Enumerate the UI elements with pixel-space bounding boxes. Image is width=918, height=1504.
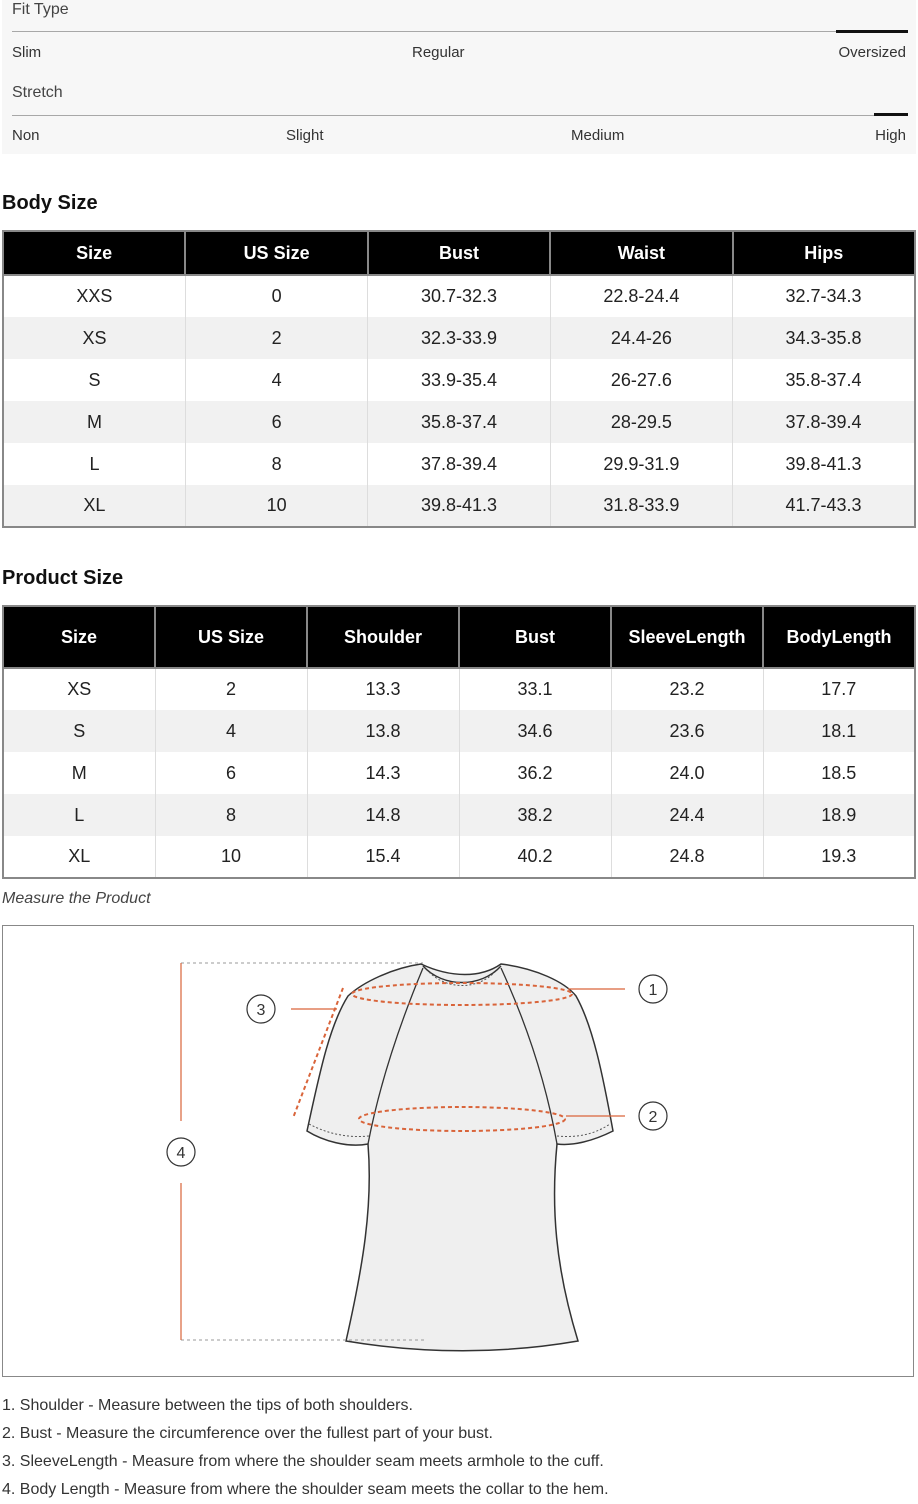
marker-2 <box>639 1102 667 1130</box>
table-cell: 26-27.6 <box>550 359 732 401</box>
table-cell: 35.8-37.4 <box>368 401 550 443</box>
body-size-col-bust: Bust <box>368 231 550 275</box>
table-cell: 4 <box>185 359 367 401</box>
body-size-heading: Body Size <box>2 192 98 214</box>
table-cell: 24.8 <box>611 836 763 878</box>
table-cell: 10 <box>155 836 307 878</box>
table-cell: 2 <box>185 317 367 359</box>
table-cell: 41.7-43.3 <box>733 485 915 527</box>
table-cell: XS <box>3 668 155 710</box>
table-cell: 10 <box>185 485 367 527</box>
measurement-notes <box>2 1392 914 1504</box>
fit-type-label-slim: Slim <box>12 44 42 61</box>
body-size-table <box>2 230 916 528</box>
table-row <box>3 836 915 878</box>
table-cell: 6 <box>185 401 367 443</box>
table-cell: 18.5 <box>763 752 915 794</box>
table-cell: XXS <box>3 275 185 317</box>
table-cell: 24.4-26 <box>550 317 732 359</box>
fit-type-scale-line <box>12 31 908 32</box>
shirt-diagram-svg <box>3 926 913 1376</box>
table-cell: 8 <box>155 794 307 836</box>
table-row <box>3 752 915 794</box>
table-cell: 24.4 <box>611 794 763 836</box>
body-size-col-size: Size <box>3 231 185 275</box>
table-cell: 34.6 <box>459 710 611 752</box>
table-cell: 33.9-35.4 <box>368 359 550 401</box>
table-cell: 6 <box>155 752 307 794</box>
product-size-header-row <box>3 606 915 668</box>
table-row <box>3 317 915 359</box>
stretch-title: Stretch <box>12 84 63 101</box>
product-size-col-body-length: BodyLength <box>763 606 915 668</box>
product-size-col-shoulder: Shoulder <box>307 606 459 668</box>
table-cell: XL <box>3 836 155 878</box>
table-cell: 0 <box>185 275 367 317</box>
table-cell: 18.9 <box>763 794 915 836</box>
table-cell: XL <box>3 485 185 527</box>
table-cell: 32.7-34.3 <box>733 275 915 317</box>
product-size-table <box>2 605 916 879</box>
table-cell: 37.8-39.4 <box>733 401 915 443</box>
stretch-label-slight: Slight <box>286 127 324 144</box>
table-cell: 39.8-41.3 <box>733 443 915 485</box>
marker-4-label: 4 <box>176 1145 186 1162</box>
table-cell: S <box>3 359 185 401</box>
table-cell: 38.2 <box>459 794 611 836</box>
table-cell: M <box>3 401 185 443</box>
product-size-col-bust: Bust <box>459 606 611 668</box>
table-cell: 31.8-33.9 <box>550 485 732 527</box>
table-row <box>3 794 915 836</box>
table-cell: 14.3 <box>307 752 459 794</box>
body-size-col-waist: Waist <box>550 231 732 275</box>
table-cell: 18.1 <box>763 710 915 752</box>
marker-3 <box>247 995 275 1023</box>
table-cell: 8 <box>185 443 367 485</box>
stretch-selected-marker <box>874 113 908 116</box>
table-row <box>3 710 915 752</box>
table-row <box>3 443 915 485</box>
table-cell: 32.3-33.9 <box>368 317 550 359</box>
product-size-heading: Product Size <box>2 567 124 589</box>
product-size-col-sleeve-length: SleeveLength <box>611 606 763 668</box>
table-cell: 24.0 <box>611 752 763 794</box>
table-cell: 17.7 <box>763 668 915 710</box>
note-body-length: 4. Body Length - Measure from where the shoulder seam meets the collar to the hem. <box>2 1481 609 1498</box>
table-cell: 30.7-32.3 <box>368 275 550 317</box>
fit-type-label-oversized: Oversized <box>838 44 906 61</box>
table-cell: 23.2 <box>611 668 763 710</box>
table-cell: 23.6 <box>611 710 763 752</box>
fit-stretch-panel <box>2 0 916 154</box>
table-cell: 29.9-31.9 <box>550 443 732 485</box>
table-row <box>3 668 915 710</box>
table-cell: 19.3 <box>763 836 915 878</box>
note-sleeve-length: 3. SleeveLength - Measure from where the shoulder seam meets armhole to the cuff. <box>2 1453 604 1470</box>
table-row <box>3 359 915 401</box>
table-cell: L <box>3 794 155 836</box>
table-cell: M <box>3 752 155 794</box>
table-cell: 35.8-37.4 <box>733 359 915 401</box>
table-cell: XS <box>3 317 185 359</box>
table-cell: S <box>3 710 155 752</box>
table-cell: 4 <box>155 710 307 752</box>
table-cell: 13.8 <box>307 710 459 752</box>
marker-3-label: 3 <box>256 1002 266 1019</box>
table-cell: 37.8-39.4 <box>368 443 550 485</box>
stretch-label-medium: Medium <box>571 127 625 144</box>
measurement-diagram <box>2 925 914 1377</box>
body-size-header-row <box>3 231 915 275</box>
table-cell: 14.8 <box>307 794 459 836</box>
table-row <box>3 485 915 527</box>
table-cell: 34.3-35.8 <box>733 317 915 359</box>
note-shoulder: 1. Shoulder - Measure between the tips of both shoulders. <box>2 1397 413 1414</box>
table-row <box>3 401 915 443</box>
marker-2-label: 2 <box>648 1109 658 1126</box>
table-cell: 22.8-24.4 <box>550 275 732 317</box>
table-cell: 28-29.5 <box>550 401 732 443</box>
marker-1 <box>639 975 667 1003</box>
fit-type-selected-marker <box>836 30 908 33</box>
table-cell: 39.8-41.3 <box>368 485 550 527</box>
body-size-col-hips: Hips <box>733 231 915 275</box>
table-cell: 2 <box>155 668 307 710</box>
fit-type-label-regular: Regular <box>412 44 465 61</box>
stretch-label-high: High <box>875 127 906 144</box>
table-cell: L <box>3 443 185 485</box>
table-cell: 33.1 <box>459 668 611 710</box>
table-cell: 15.4 <box>307 836 459 878</box>
product-size-col-us-size: US Size <box>155 606 307 668</box>
stretch-scale-line <box>12 115 908 116</box>
note-bust: 2. Bust - Measure the circumference over the fullest part of your bust. <box>2 1425 493 1442</box>
table-row <box>3 275 915 317</box>
marker-4 <box>167 1138 195 1166</box>
fit-type-title: Fit Type <box>12 1 69 18</box>
table-cell: 13.3 <box>307 668 459 710</box>
product-size-col-size: Size <box>3 606 155 668</box>
body-size-col-us-size: US Size <box>185 231 367 275</box>
table-cell: 40.2 <box>459 836 611 878</box>
measure-caption: Measure the Product <box>2 890 151 907</box>
table-cell: 36.2 <box>459 752 611 794</box>
stretch-label-non: Non <box>12 127 40 144</box>
shirt-outline <box>307 964 613 1351</box>
marker-1-label: 1 <box>648 982 658 999</box>
